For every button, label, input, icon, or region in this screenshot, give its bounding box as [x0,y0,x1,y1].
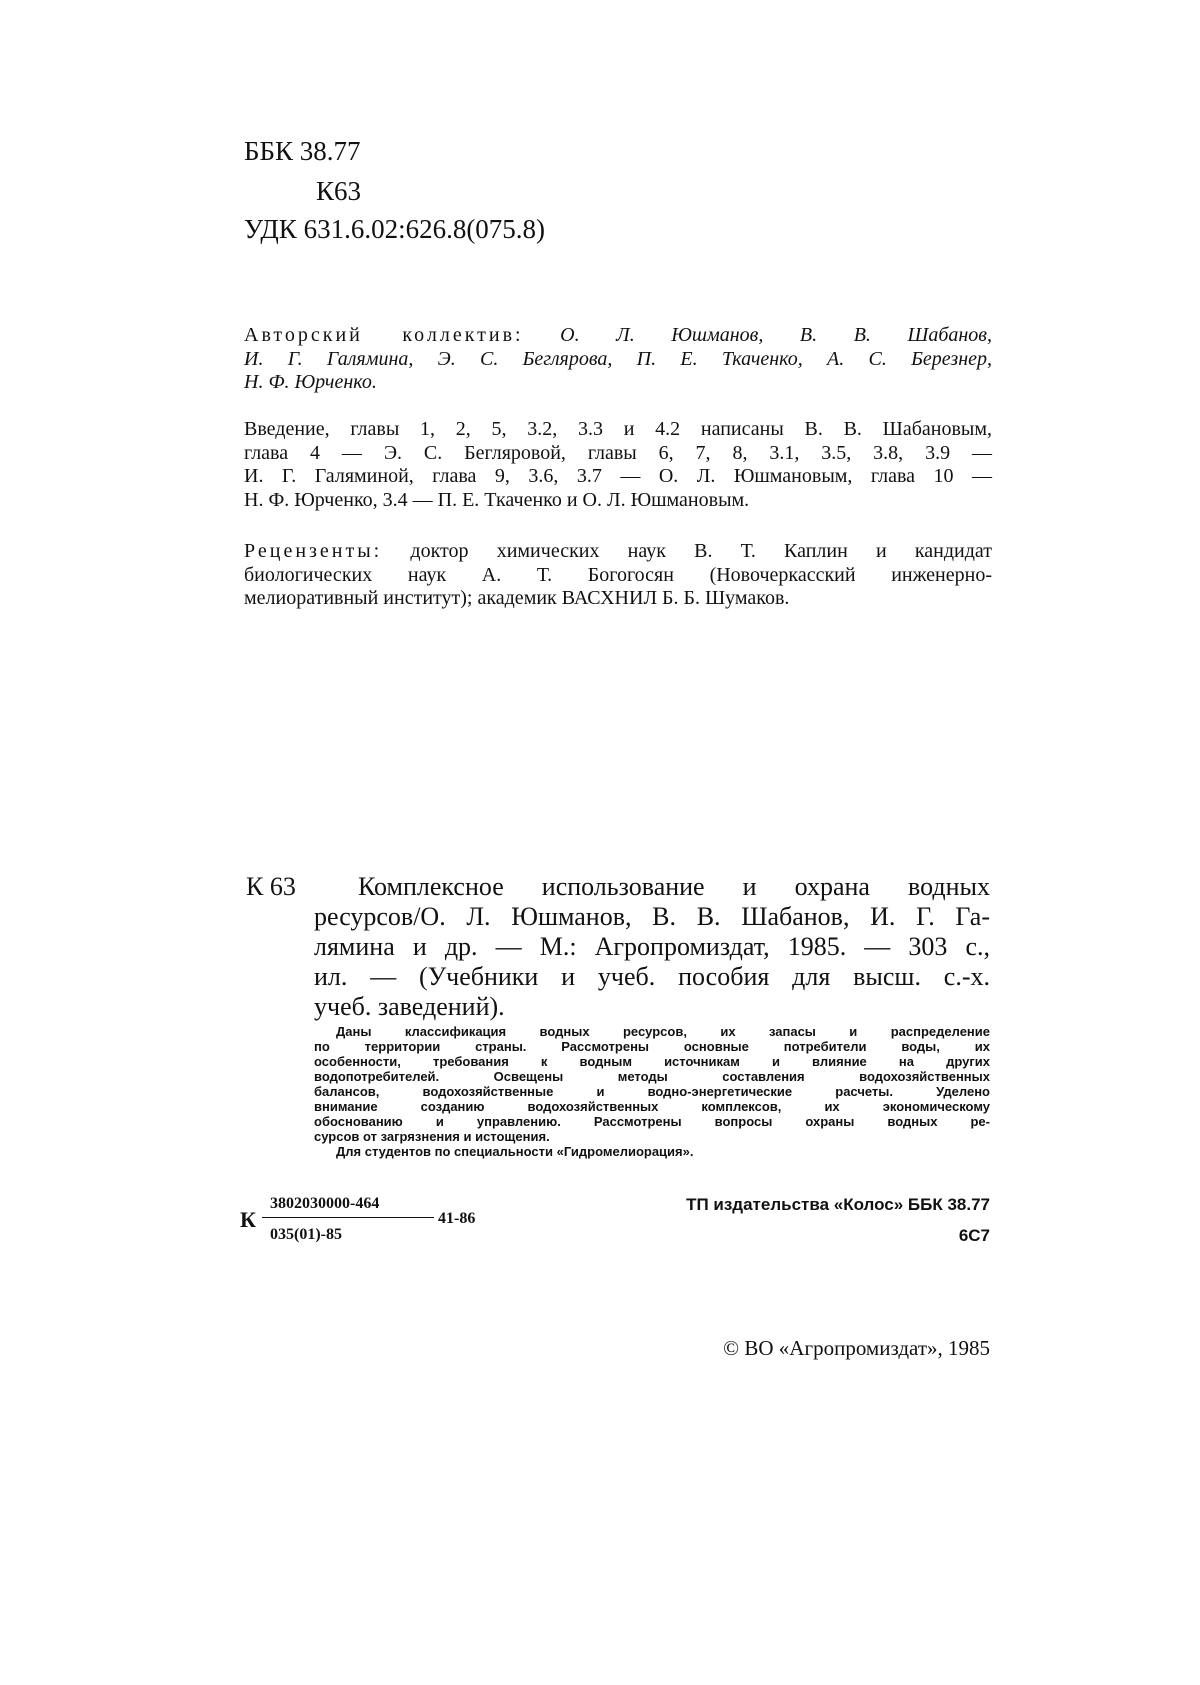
catalog-abstract [314,1024,990,1159]
authors-label: Авторский коллектив: [244,324,524,346]
contributions-line: Н. Ф. Юрченко, 3.4 — П. Е. Ткаченко и О. Л. Юшмановым. [244,488,750,511]
abstract-line: обоснованию и управлению. Рассмотрены вопросы охраны водных ре- [314,1114,990,1129]
abstract-audience: Для студентов по специальности «Гидромелиорация». [336,1144,694,1159]
catalog-title-line: учеб. заведений). [314,992,505,1021]
contributions-line: И. Г. Галяминой, глава 9, 3.6, 3.7 — О. Л. Юшмановым, глава 10 — [244,465,992,487]
contributions-line: глава 4 — Э. С. Бегляровой, главы 6, 7, 8, 3.1, 3.5, 3.8, 3.9 — [244,441,992,464]
abstract-line: Даны классификация водных ресурсов, их запасы и распределение [336,1024,990,1039]
fraction-rule [262,1217,434,1218]
author-mark: К63 [316,176,362,206]
reviewers-line: доктор химических наук В. Т. Каплин и кандидат [410,540,993,562]
index-numerator: 3802030000-464 [270,1195,380,1212]
abstract-line: внимание созданию водохозяйственных комплексов, их экономическому [314,1099,990,1114]
contributions-line: Введение, главы 1, 2, 5, 3.2, 3.3 и 4.2 написаны В. В. Шабановым, [244,418,992,440]
authors-line: О. Л. Юшманов, В. В. Шабанов, [560,324,992,346]
catalog-title-cont [314,902,990,1022]
reviewers-line: мелиоративный институт); академик ВАСХНИЛ Б. Б. Шумаков. [244,587,790,609]
udk-code: УДК 631.6.02:626.8(075.8) [244,214,546,244]
reviewers-line: биологических наук А. Т. Богогосян (Новочеркасский инженерно- [244,563,992,586]
catalog-title-line: ресурсов/О. Л. Юшманов, В. В. Шабанов, И. Г. Га- [314,902,990,931]
publisher-plan: ТП издательства «Колос» ББК 38.77 [686,1195,990,1214]
reviewers-label: Рецензенты: [244,540,383,562]
abstract-line: сурсов от загрязнения и истощения. [314,1129,550,1144]
reviewers-block [244,540,992,611]
catalog-title-line: Комплексное использование и охрана водных [358,872,990,901]
abstract-line: водопотребителей. Освещены методы составления водохозяйственных [314,1069,990,1084]
abstract-line: особенности, требования к водным источникам и влияние на других [314,1054,990,1069]
catalog-title-line: лямина и др. — М.: Агропромиздат, 1985. — 303 с., [314,932,990,961]
authors-line: Н. Ф. Юрченко. [244,371,377,393]
publisher-code: 6С7 [958,1226,990,1245]
catalog-title [358,872,990,902]
index-letter: К [240,1207,256,1232]
contributions-block [244,418,992,512]
authors-line: И. Г. Галямина, Э. С. Беглярова, П. Е. Ткаченко, А. С. Березнер, [244,347,992,370]
catalog-title-line: ил. — (Учебники и учеб. пособия для высш. с.-х. [314,962,990,991]
bbk-code: ББК 38.77 [244,136,361,166]
copyright-line: © ВО «Агропромиздат», 1985 [723,1336,990,1360]
catalog-mark: К 63 [246,872,296,901]
index-suffix: 41-86 [438,1210,476,1227]
authors-block [244,324,992,395]
abstract-line: по территории страны. Рассмотрены основные потребители воды, их [314,1039,990,1054]
abstract-line: балансов, водохозяйственные и водно-энергетические расчеты. Уделено [314,1084,990,1099]
index-denominator: 035(01)-85 [270,1226,342,1243]
